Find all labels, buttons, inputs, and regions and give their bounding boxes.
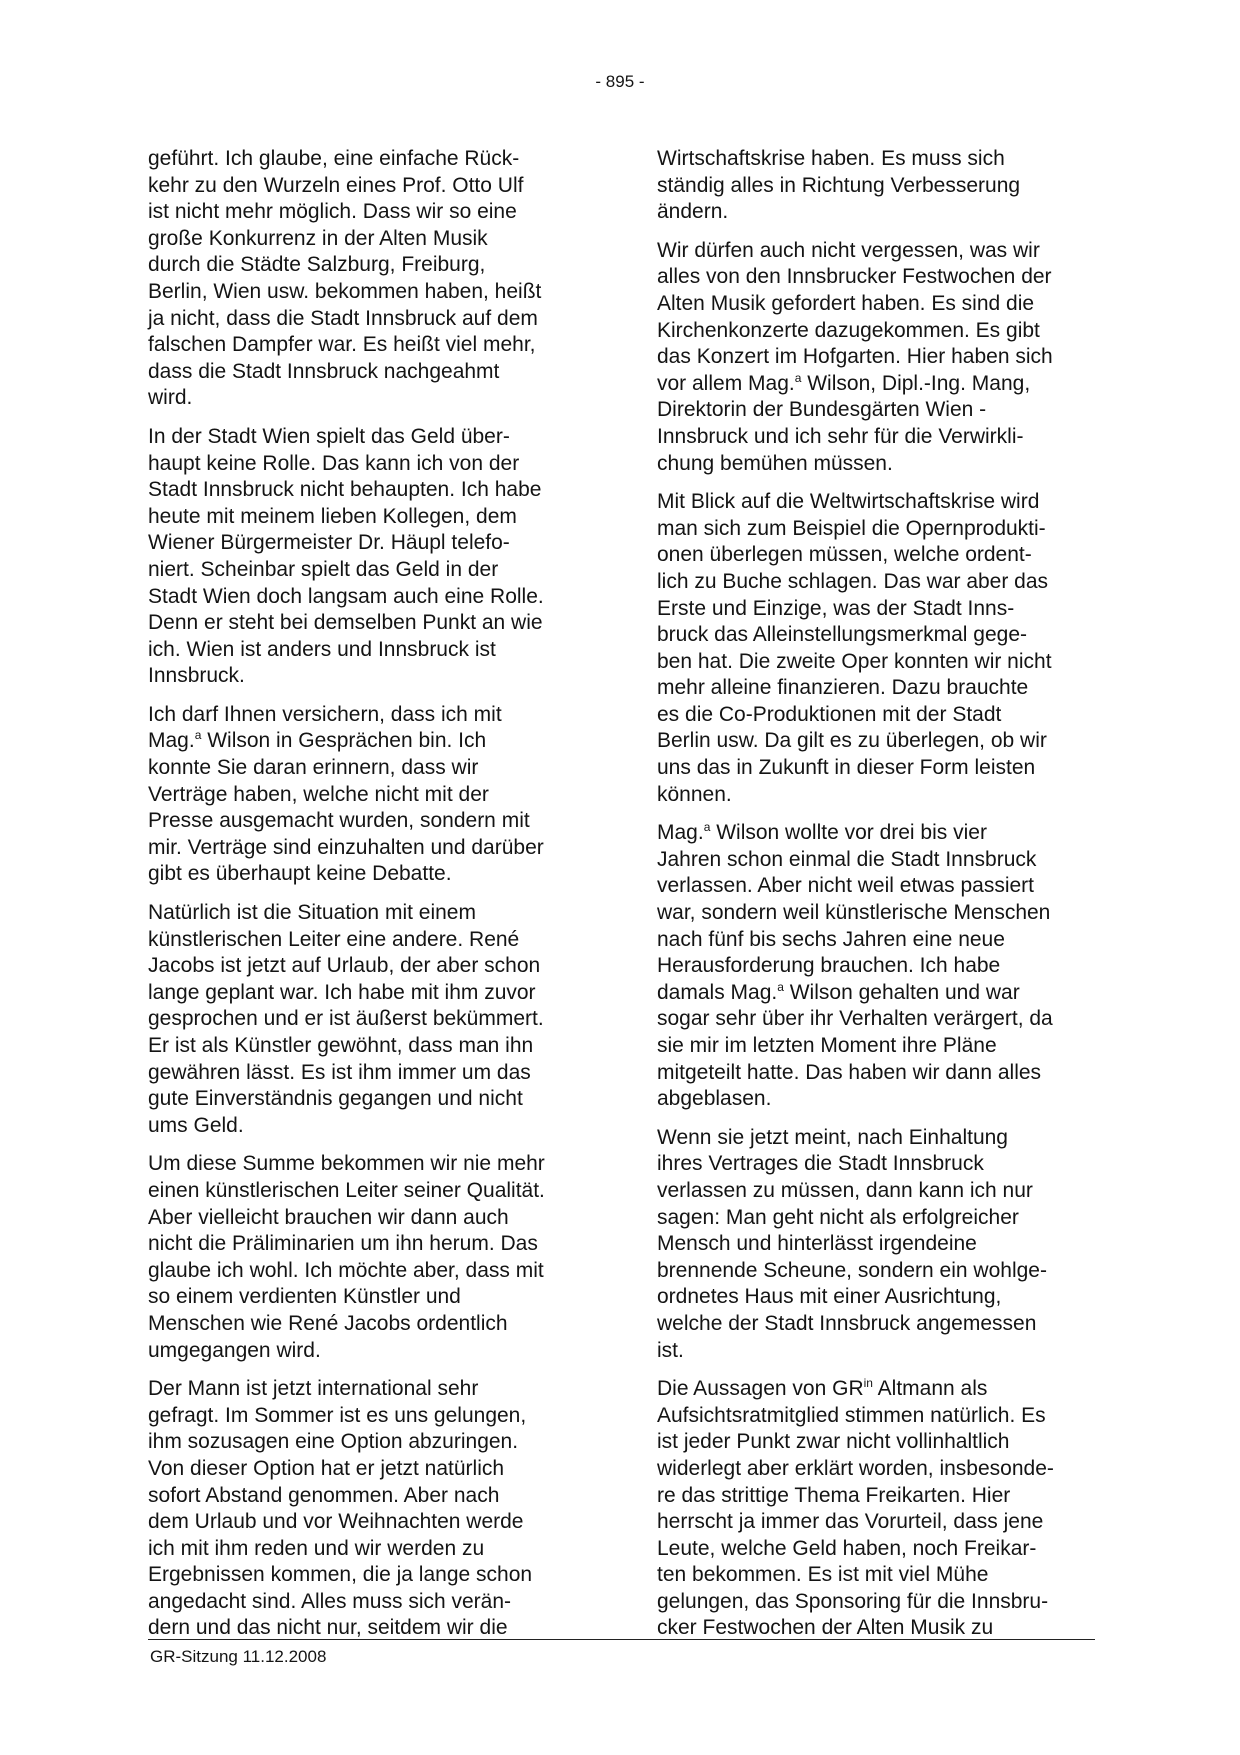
text-line: es die Co-Produktionen mit der Stadt bbox=[657, 702, 1002, 726]
text-line: ist. bbox=[657, 1338, 684, 1362]
text-segment: Mag. bbox=[148, 729, 195, 753]
text-line: Berlin usw. Da gilt es zu überlegen, ob wir bbox=[657, 729, 1047, 753]
text-line: Von dieser Option hat er jetzt natürlich bbox=[148, 1456, 505, 1480]
text-line: Ergebnissen kommen, die ja lange schon bbox=[148, 1563, 533, 1587]
text-line: Aufsichtsratmitglied stimmen natürlich. Es bbox=[657, 1403, 1046, 1427]
text-line bbox=[657, 980, 1095, 1007]
superscript: a bbox=[194, 728, 202, 743]
text-line: Leute, welche Geld haben, noch Freikar- bbox=[657, 1536, 1037, 1560]
text-segment: Wilson wollte vor drei bis vier bbox=[710, 821, 987, 845]
text-line: alles von den Innsbrucker Festwochen der bbox=[657, 265, 1052, 289]
paragraph bbox=[657, 1125, 1095, 1364]
left-column bbox=[148, 146, 586, 1654]
text-line: Der Mann ist jetzt international sehr bbox=[148, 1377, 479, 1401]
text-line: große Konkurrenz in der Alten Musik bbox=[148, 226, 488, 250]
text-line: mehr alleine finanzieren. Dazu brauchte bbox=[657, 676, 1029, 700]
text-line: widerlegt aber erklärt worden, insbesonde- bbox=[657, 1456, 1054, 1480]
text-line: Menschen wie René Jacobs ordentlich bbox=[148, 1311, 508, 1335]
paragraph bbox=[148, 1376, 586, 1642]
text-line: dem Urlaub und vor Weihnachten werde bbox=[148, 1510, 524, 1534]
text-line: ich. Wien ist anders und Innsbruck ist bbox=[148, 637, 496, 661]
text-line: glaube ich wohl. Ich möchte aber, dass mit bbox=[148, 1258, 544, 1282]
text-line: wird. bbox=[148, 386, 193, 410]
text-line: ihm sozusagen eine Option abzuringen. bbox=[148, 1430, 519, 1454]
text-line: Verträge haben, welche nicht mit der bbox=[148, 782, 489, 806]
text-line bbox=[148, 728, 586, 755]
text-line: mitgeteilt hatte. Das haben wir dann alles bbox=[657, 1060, 1042, 1084]
text-segment: Wilson, Dipl.-Ing. Mang, bbox=[801, 371, 1031, 395]
text-segment: Altmann als bbox=[872, 1377, 988, 1401]
text-line: war, sondern weil künstlerische Menschen bbox=[657, 901, 1051, 925]
text-line: uns das in Zukunft in dieser Form leisten bbox=[657, 756, 1036, 780]
text-line: Stadt Wien doch langsam auch eine Rolle. bbox=[148, 584, 544, 608]
footer-divider bbox=[148, 1639, 1095, 1640]
text-line: lich zu Buche schlagen. Das war aber das bbox=[657, 569, 1049, 593]
text-line: Alten Musik gefordert haben. Es sind die bbox=[657, 291, 1035, 315]
text-line: durch die Städte Salzburg, Freiburg, bbox=[148, 253, 486, 277]
text-line: Presse ausgemacht wurden, sondern mit bbox=[148, 809, 530, 833]
text-line: angedacht sind. Alles muss sich verän- bbox=[148, 1589, 512, 1613]
superscript: in bbox=[863, 1376, 873, 1391]
text-line: nicht die Präliminarien um ihn herum. Das bbox=[148, 1232, 538, 1256]
text-line: dern und das nicht nur, seitdem wir die bbox=[148, 1616, 508, 1640]
text-line: ist nicht mehr möglich. Dass wir so eine bbox=[148, 200, 517, 224]
text-line: welche der Stadt Innsbruck angemessen bbox=[657, 1311, 1037, 1335]
text-line: geführt. Ich glaube, eine einfache Rück- bbox=[148, 147, 520, 170]
text-line: Natürlich ist die Situation mit einem bbox=[148, 901, 476, 925]
text-line: ja nicht, dass die Stadt Innsbruck auf dem bbox=[148, 306, 538, 330]
text-segment: Wilson in Gesprächen bin. Ich bbox=[201, 729, 487, 753]
text-segment: damals Mag. bbox=[657, 980, 778, 1004]
text-line: In der Stadt Wien spielt das Geld über- bbox=[148, 424, 510, 448]
text-line: brennende Scheune, sondern ein wohlge- bbox=[657, 1258, 1047, 1282]
text-line: Mensch und hinterlässt irgendeine bbox=[657, 1232, 977, 1256]
superscript: a bbox=[777, 979, 784, 994]
text-line: ums Geld. bbox=[148, 1113, 244, 1137]
page-number: - 895 - bbox=[595, 72, 645, 91]
text-line: ich mit ihm reden und wir werden zu bbox=[148, 1536, 485, 1560]
text-line: sie mir im letzten Moment ihre Pläne bbox=[657, 1034, 997, 1057]
text-line: das Konzert im Hofgarten. Hier haben sich bbox=[657, 345, 1053, 369]
text-line: sagen: Man geht nicht als erfolgreicher bbox=[657, 1205, 1019, 1229]
text-line: so einem verdienten Künstler und bbox=[148, 1285, 461, 1309]
text-line: kehr zu den Wurzeln eines Prof. Otto Ulf bbox=[148, 173, 524, 197]
text-line: ändern. bbox=[657, 200, 729, 224]
text-segment: Mag. bbox=[657, 821, 704, 845]
text-line: Wiener Bürgermeister Dr. Häupl telefo- bbox=[148, 531, 510, 555]
text-line: falschen Dampfer war. Es heißt viel mehr, bbox=[148, 333, 536, 357]
text-line: gute Einverständnis gegangen und nicht bbox=[148, 1087, 523, 1111]
text-line: re das strittige Thema Freikarten. Hier bbox=[657, 1483, 1011, 1507]
text-line: ben hat. Die zweite Oper konnten wir nicht bbox=[657, 649, 1052, 673]
superscript: a bbox=[703, 820, 711, 835]
text-segment: vor allem Mag. bbox=[657, 371, 795, 395]
paragraph bbox=[148, 900, 586, 1139]
text-line: Wirtschaftskrise haben. Es muss sich bbox=[657, 147, 1005, 170]
text-line: Denn er steht bei demselben Punkt an wie bbox=[148, 611, 543, 635]
text-line: Jacobs ist jetzt auf Urlaub, der aber schon bbox=[148, 954, 541, 978]
text-line: haupt keine Rolle. Das kann ich von der bbox=[148, 451, 520, 475]
text-line bbox=[657, 1376, 1095, 1403]
superscript: a bbox=[794, 370, 802, 385]
text-line: Mit Blick auf die Weltwirtschaftskrise wird bbox=[657, 490, 1040, 514]
paragraph bbox=[657, 1376, 1095, 1642]
paragraph bbox=[657, 146, 1095, 226]
text-line: Berlin, Wien usw. bekommen haben, heißt bbox=[148, 279, 542, 303]
text-line: gibt es überhaupt keine Debatte. bbox=[148, 862, 452, 886]
text-line: künstlerischen Leiter eine andere. René bbox=[148, 927, 520, 951]
text-line: sofort Abstand genommen. Aber nach bbox=[148, 1483, 500, 1507]
text-line bbox=[657, 371, 1095, 398]
text-line: bruck das Alleinstellungsmerkmal gege- bbox=[657, 623, 1028, 647]
text-line: nach fünf bis sechs Jahren eine neue bbox=[657, 927, 1005, 951]
text-line: Er ist als Künstler gewöhnt, dass man ihn bbox=[148, 1034, 534, 1057]
text-line: ständig alles in Richtung Verbesserung bbox=[657, 173, 1021, 197]
text-line: Ich darf Ihnen versichern, dass ich mit bbox=[148, 702, 502, 726]
text-line: ordnetes Haus mit einer Ausrichtung, bbox=[657, 1285, 1002, 1309]
text-line: niert. Scheinbar spielt das Geld in der bbox=[148, 557, 499, 581]
text-line: Direktorin der Bundesgärten Wien - bbox=[657, 398, 987, 422]
paragraph bbox=[657, 238, 1095, 477]
paragraph bbox=[657, 489, 1095, 808]
text-line: Herausforderung brauchen. Ich habe bbox=[657, 954, 1001, 978]
paragraph bbox=[148, 1151, 586, 1364]
text-line: chung bemühen müssen. bbox=[657, 451, 893, 475]
text-line: ist jeder Punkt zwar nicht vollinhaltlich bbox=[657, 1430, 1010, 1454]
right-column bbox=[657, 146, 1095, 1654]
text-line: Um diese Summe bekommen wir nie mehr bbox=[148, 1152, 545, 1176]
text-line: sogar sehr über ihr Verhalten verärgert, da bbox=[657, 1007, 1053, 1031]
text-line: verlassen. Aber nicht weil etwas passiert bbox=[657, 874, 1035, 898]
text-line: Innsbruck. bbox=[148, 664, 245, 688]
text-line: dass die Stadt Innsbruck nachgeahmt bbox=[148, 359, 500, 383]
text-line: Aber vielleicht brauchen wir dann auch bbox=[148, 1205, 509, 1229]
footer-session-date: GR-Sitzung 11.12.2008 bbox=[150, 1647, 327, 1666]
text-line bbox=[657, 820, 1095, 847]
text-line: konnte Sie daran erinnern, dass wir bbox=[148, 756, 479, 780]
text-line: Wenn sie jetzt meint, nach Einhaltung bbox=[657, 1125, 1008, 1149]
text-line: umgegangen wird. bbox=[148, 1338, 321, 1362]
text-line: ten bekommen. Es ist mit viel Mühe bbox=[657, 1563, 989, 1587]
text-line: herrscht ja immer das Vorurteil, dass jene bbox=[657, 1510, 1044, 1534]
text-line: gelungen, das Sponsoring für die Innsbru- bbox=[657, 1589, 1049, 1613]
text-line: cker Festwochen der Alten Musik zu bbox=[657, 1616, 994, 1640]
text-line: gefragt. Im Sommer ist es uns gelungen, bbox=[148, 1403, 527, 1427]
text-line: Erste und Einzige, was der Stadt Inns- bbox=[657, 596, 1015, 620]
text-segment: Wilson gehalten und war bbox=[783, 980, 1020, 1004]
text-line: gesprochen und er ist äußerst bekümmert. bbox=[148, 1007, 544, 1031]
text-line: Wir dürfen auch nicht vergessen, was wir bbox=[657, 238, 1040, 262]
text-segment: Die Aussagen von GR bbox=[657, 1377, 864, 1401]
text-line: Kirchenkonzerte dazugekommen. Es gibt bbox=[657, 318, 1040, 342]
text-line: lange geplant war. Ich habe mit ihm zuvor bbox=[148, 980, 536, 1004]
text-line: Stadt Innsbruck nicht behaupten. Ich habe bbox=[148, 478, 542, 502]
text-line: verlassen zu müssen, dann kann ich nur bbox=[657, 1178, 1033, 1202]
text-line: ihres Vertrages die Stadt Innsbruck bbox=[657, 1152, 984, 1176]
text-line: man sich zum Beispiel die Opernprodukti- bbox=[657, 516, 1046, 540]
paragraph bbox=[148, 424, 586, 690]
text-line: onen überlegen müssen, welche ordent- bbox=[657, 543, 1032, 567]
text-line: gewähren lässt. Es ist ihm immer um das bbox=[148, 1060, 531, 1084]
text-line: Innsbruck und ich sehr für die Verwirkli- bbox=[657, 424, 1024, 448]
paragraph bbox=[148, 146, 586, 412]
text-line: heute mit meinem lieben Kollegen, dem bbox=[148, 504, 517, 528]
text-line: können. bbox=[657, 782, 732, 806]
text-line: mir. Verträge sind einzuhalten und darüber bbox=[148, 835, 544, 859]
text-line: abgeblasen. bbox=[657, 1087, 772, 1111]
text-line: einen künstlerischen Leiter seiner Qualität. bbox=[148, 1178, 545, 1202]
paragraph bbox=[657, 820, 1095, 1113]
paragraph bbox=[148, 702, 586, 888]
text-line: Jahren schon einmal die Stadt Innsbruck bbox=[657, 847, 1037, 871]
